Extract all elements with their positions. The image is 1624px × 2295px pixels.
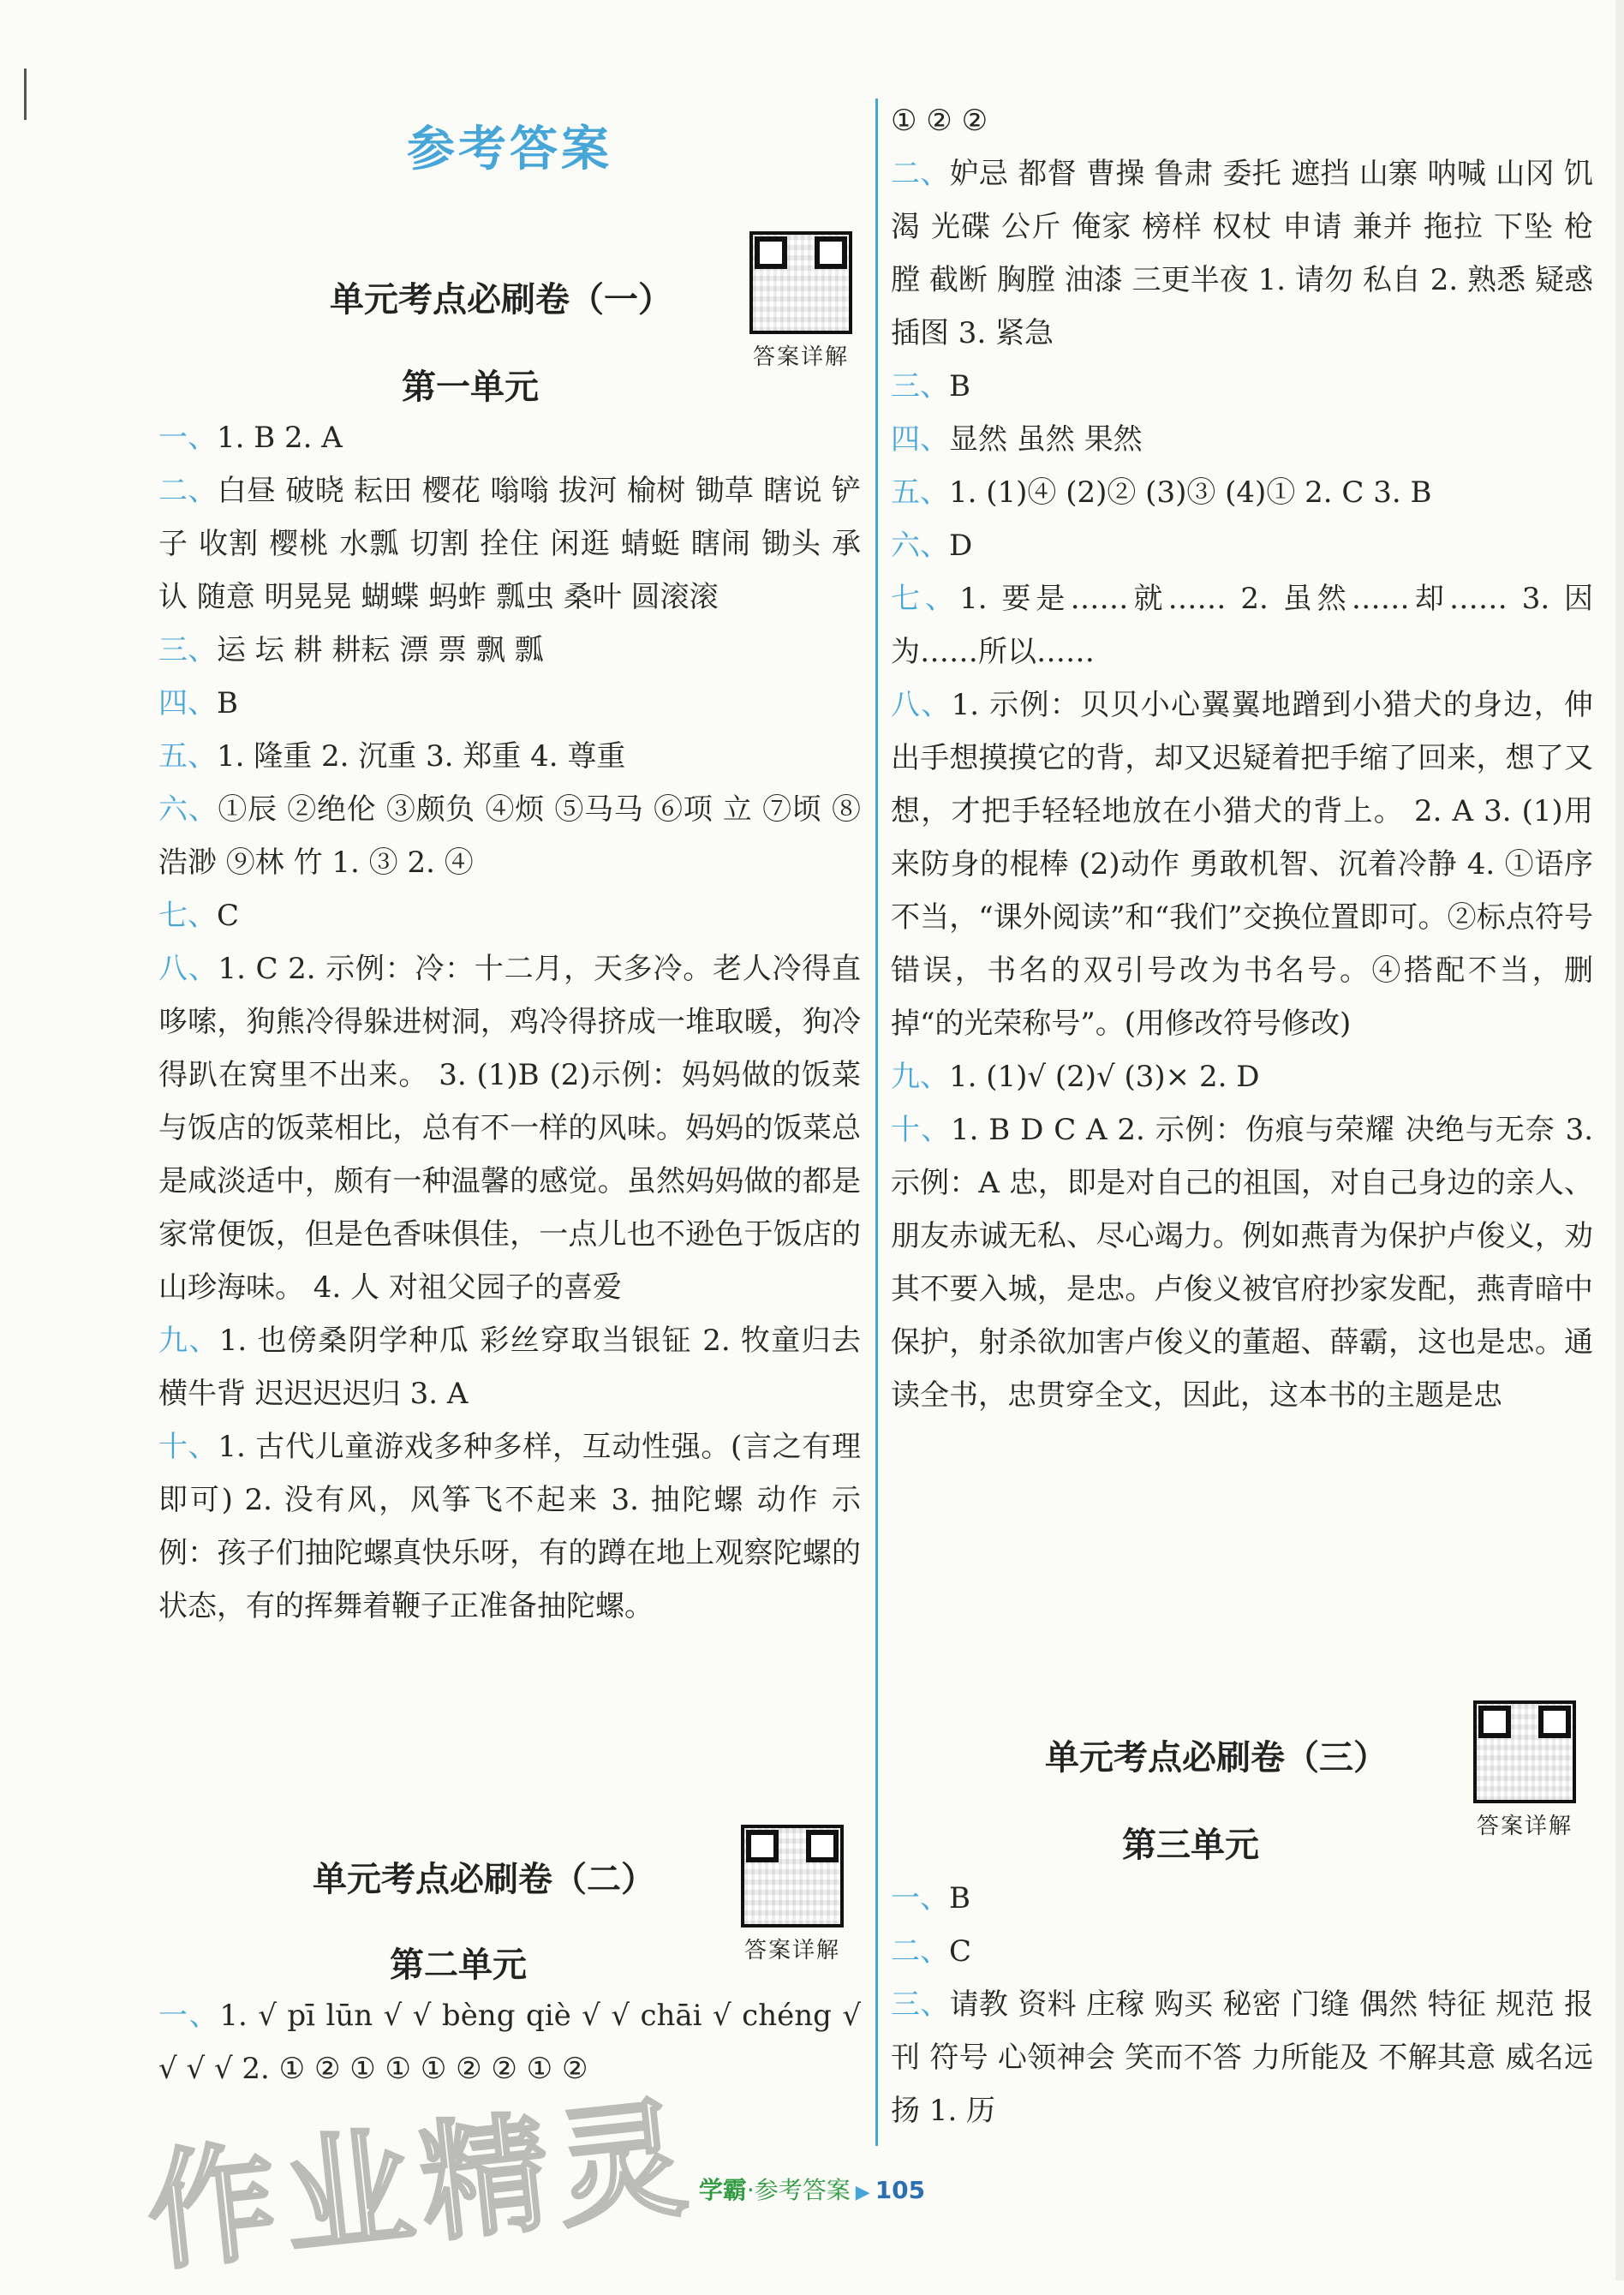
footer-label: 参考答案 bbox=[754, 2176, 851, 2204]
answer-item: 七、C bbox=[158, 899, 240, 933]
answer-item: 四、B bbox=[158, 686, 238, 720]
answer-item: 九、1. 也傍桑阴学种瓜 彩丝穿取当银钲 2. 牧童归去横牛背 迟迟迟迟归 3. A bbox=[158, 1324, 862, 1411]
unit-title-2: 第二单元 bbox=[390, 1945, 527, 1985]
unit-title-3: 第三单元 bbox=[1122, 1826, 1259, 1865]
answer-item: 三、B bbox=[891, 369, 970, 403]
answer-item: 六、D bbox=[891, 529, 973, 563]
answer-item: 四、显然 虽然 果然 bbox=[891, 422, 1143, 457]
triangle-right-icon: ▶ bbox=[855, 2182, 870, 2203]
brand-label: 学霸 bbox=[698, 2176, 747, 2204]
answer-item: 一、1. B 2. A bbox=[158, 421, 343, 455]
page-number: 105 bbox=[875, 2176, 926, 2204]
page-footer: 学霸·参考答案 ▶ 105 bbox=[698, 2176, 926, 2204]
column-divider bbox=[875, 99, 878, 2146]
unit-title-1: 第一单元 bbox=[402, 368, 539, 407]
scan-edge-mark bbox=[24, 69, 27, 120]
answer-item: 十、1. 古代儿童游戏多种多样，互动性强。(言之有理即可) 2. 没有风，风筝飞不起来 3. 抽陀螺 动作 示例：孩子们抽陀螺真快乐呀，有的蹲在地上观察陀螺的状态，有的挥舞着鞭子正准备抽陀螺。 bbox=[158, 1430, 862, 1623]
section-title-1: 单元考点必刷卷（一） bbox=[330, 280, 672, 320]
qr-code-3[interactable] bbox=[1473, 1700, 1576, 1840]
answers-unit-2-continued bbox=[891, 94, 1593, 1422]
qr-caption: 答案详解 bbox=[752, 344, 849, 370]
answer-item: 八、1. C 2. 示例：冷：十二月，天多冷。老人冷得直哆嗦，狗熊冷得躲进树洞，鸡冷得挤成一堆取暖，狗冷得趴在窝里不出来。 3. (1)B (2)示例：妈妈做的饭菜与饭店的饭菜相比，总有不一样的风味。妈妈的饭菜总是咸淡适中，颇有一种温馨的感觉。虽然妈妈做的都是家常便饭，但是色香味俱佳，一点儿也不逊色于饭店的山珍海味。 4. 人 对祖父园子的喜爱 bbox=[158, 952, 861, 1305]
answer-item: 六、①辰 ②绝伦 ③颇负 ④烦 ⑤马马 ⑥项 立 ⑦顷 ⑧浩渺 ⑨林 竹 1. ③ 2. ④ bbox=[158, 792, 862, 880]
page-edge bbox=[1615, 0, 1624, 2280]
answer-item: 三、运 坛 耕 耕耘 漂 票 飘 瓢 bbox=[158, 633, 544, 667]
page-title: 参考答案 bbox=[407, 122, 612, 177]
section-title-3: 单元考点必刷卷（三） bbox=[1045, 1738, 1388, 1778]
answer-item: 八、1. 示例：贝贝小心翼翼地蹭到小猎犬的身边，伸出手想摸摸它的背，却又迟疑着把手缩了回来，想了又想，才把手轻轻地放在小猎犬的背上。 2. A 3. (1)用来防身的棍棒 (2)动作 勇敢机智、沉着冷静 4. ①语序不当，“课外阅读”和“我们”交换位置即可。②标点符号错误，书名的双引号改为书名号。④搭配不当，删掉“的光荣称号”。(用修改符号修改) bbox=[891, 688, 1594, 1041]
answer-item: 一、B bbox=[891, 1881, 970, 1915]
qr-code-icon bbox=[749, 231, 852, 334]
answers-unit-1 bbox=[158, 411, 861, 1633]
qr-code-icon bbox=[741, 1825, 844, 1927]
watermark: 作业精灵 bbox=[140, 2083, 702, 2289]
answer-item: 二、白昼 破晓 耘田 樱花 嗡嗡 拔河 榆树 锄草 瞎说 铲子 收割 樱桃 水瓢 切割 拴住 闲逛 蜻蜓 瞎闹 锄头 承认 随意 明晃晃 蝴蝶 蚂蚱 瓢虫 桑叶 圆滚滚 bbox=[158, 474, 861, 614]
qr-code-icon bbox=[1473, 1700, 1576, 1803]
answer-item: 三、请教 资料 庄稼 购买 秘密 门缝 偶然 特征 规范 报刊 符号 心领神会 笑而不答 力所能及 不解其意 威名远扬 1. 历 bbox=[891, 1987, 1593, 2128]
answer-item: 一、1. √ pī lūn √ √ bèng qiè √ √ chāi √ chéng √ √ √ √ 2. ① ② ① ① ① ② ② ① ② bbox=[158, 1999, 862, 2086]
answer-item: 十、1. B D C A 2. 示例：伤痕与荣耀 决绝与无奈 3. 示例：A 忠，即是对自己的祖国，对自己身边的亲人、朋友赤诚无私、尽心竭力。例如燕青为保护卢俊义，劝其不要入城，是忠。卢俊义被官府抄家发配，燕青暗中保护，射杀欲加害卢俊义的董超、薛霸，这也是忠。通读全书，忠贯穿全文，因此，这本书的主题是忠 bbox=[891, 1113, 1594, 1413]
qr-caption: 答案详解 bbox=[743, 1938, 840, 1963]
qr-caption: 答案详解 bbox=[1476, 1814, 1573, 1839]
answer-item: 二、妒忌 都督 曹操 鲁肃 委托 遮挡 山寨 呐喊 山冈 饥渴 光碟 公斤 俺家 榜样 权杖 申请 兼并 拖拉 下坠 枪膛 截断 胸膛 油漆 三更半夜 1. 请勿 私自 2. 熟悉 疑惑 插图 3. 紧急 bbox=[891, 157, 1593, 350]
answer-item: 七、1. 要是……就…… 2. 虽然……却…… 3. 因为……所以…… bbox=[891, 582, 1594, 669]
answers-unit-3 bbox=[891, 1872, 1593, 2137]
answer-item: 五、1. 隆重 2. 沉重 3. 郑重 4. 尊重 bbox=[158, 739, 626, 774]
answer-item: 二、C bbox=[891, 1934, 972, 1969]
answer-item: ① ② ② bbox=[891, 104, 988, 138]
section-title-2: 单元考点必刷卷（二） bbox=[313, 1860, 655, 1899]
qr-code-2[interactable] bbox=[741, 1825, 844, 1964]
answer-item: 九、1. (1)√ (2)√ (3)× 2. D bbox=[891, 1060, 1260, 1094]
answer-item: 五、1. (1)④ (2)② (3)③ (4)① 2. C 3. B bbox=[891, 475, 1432, 510]
qr-code-1[interactable] bbox=[749, 231, 852, 371]
